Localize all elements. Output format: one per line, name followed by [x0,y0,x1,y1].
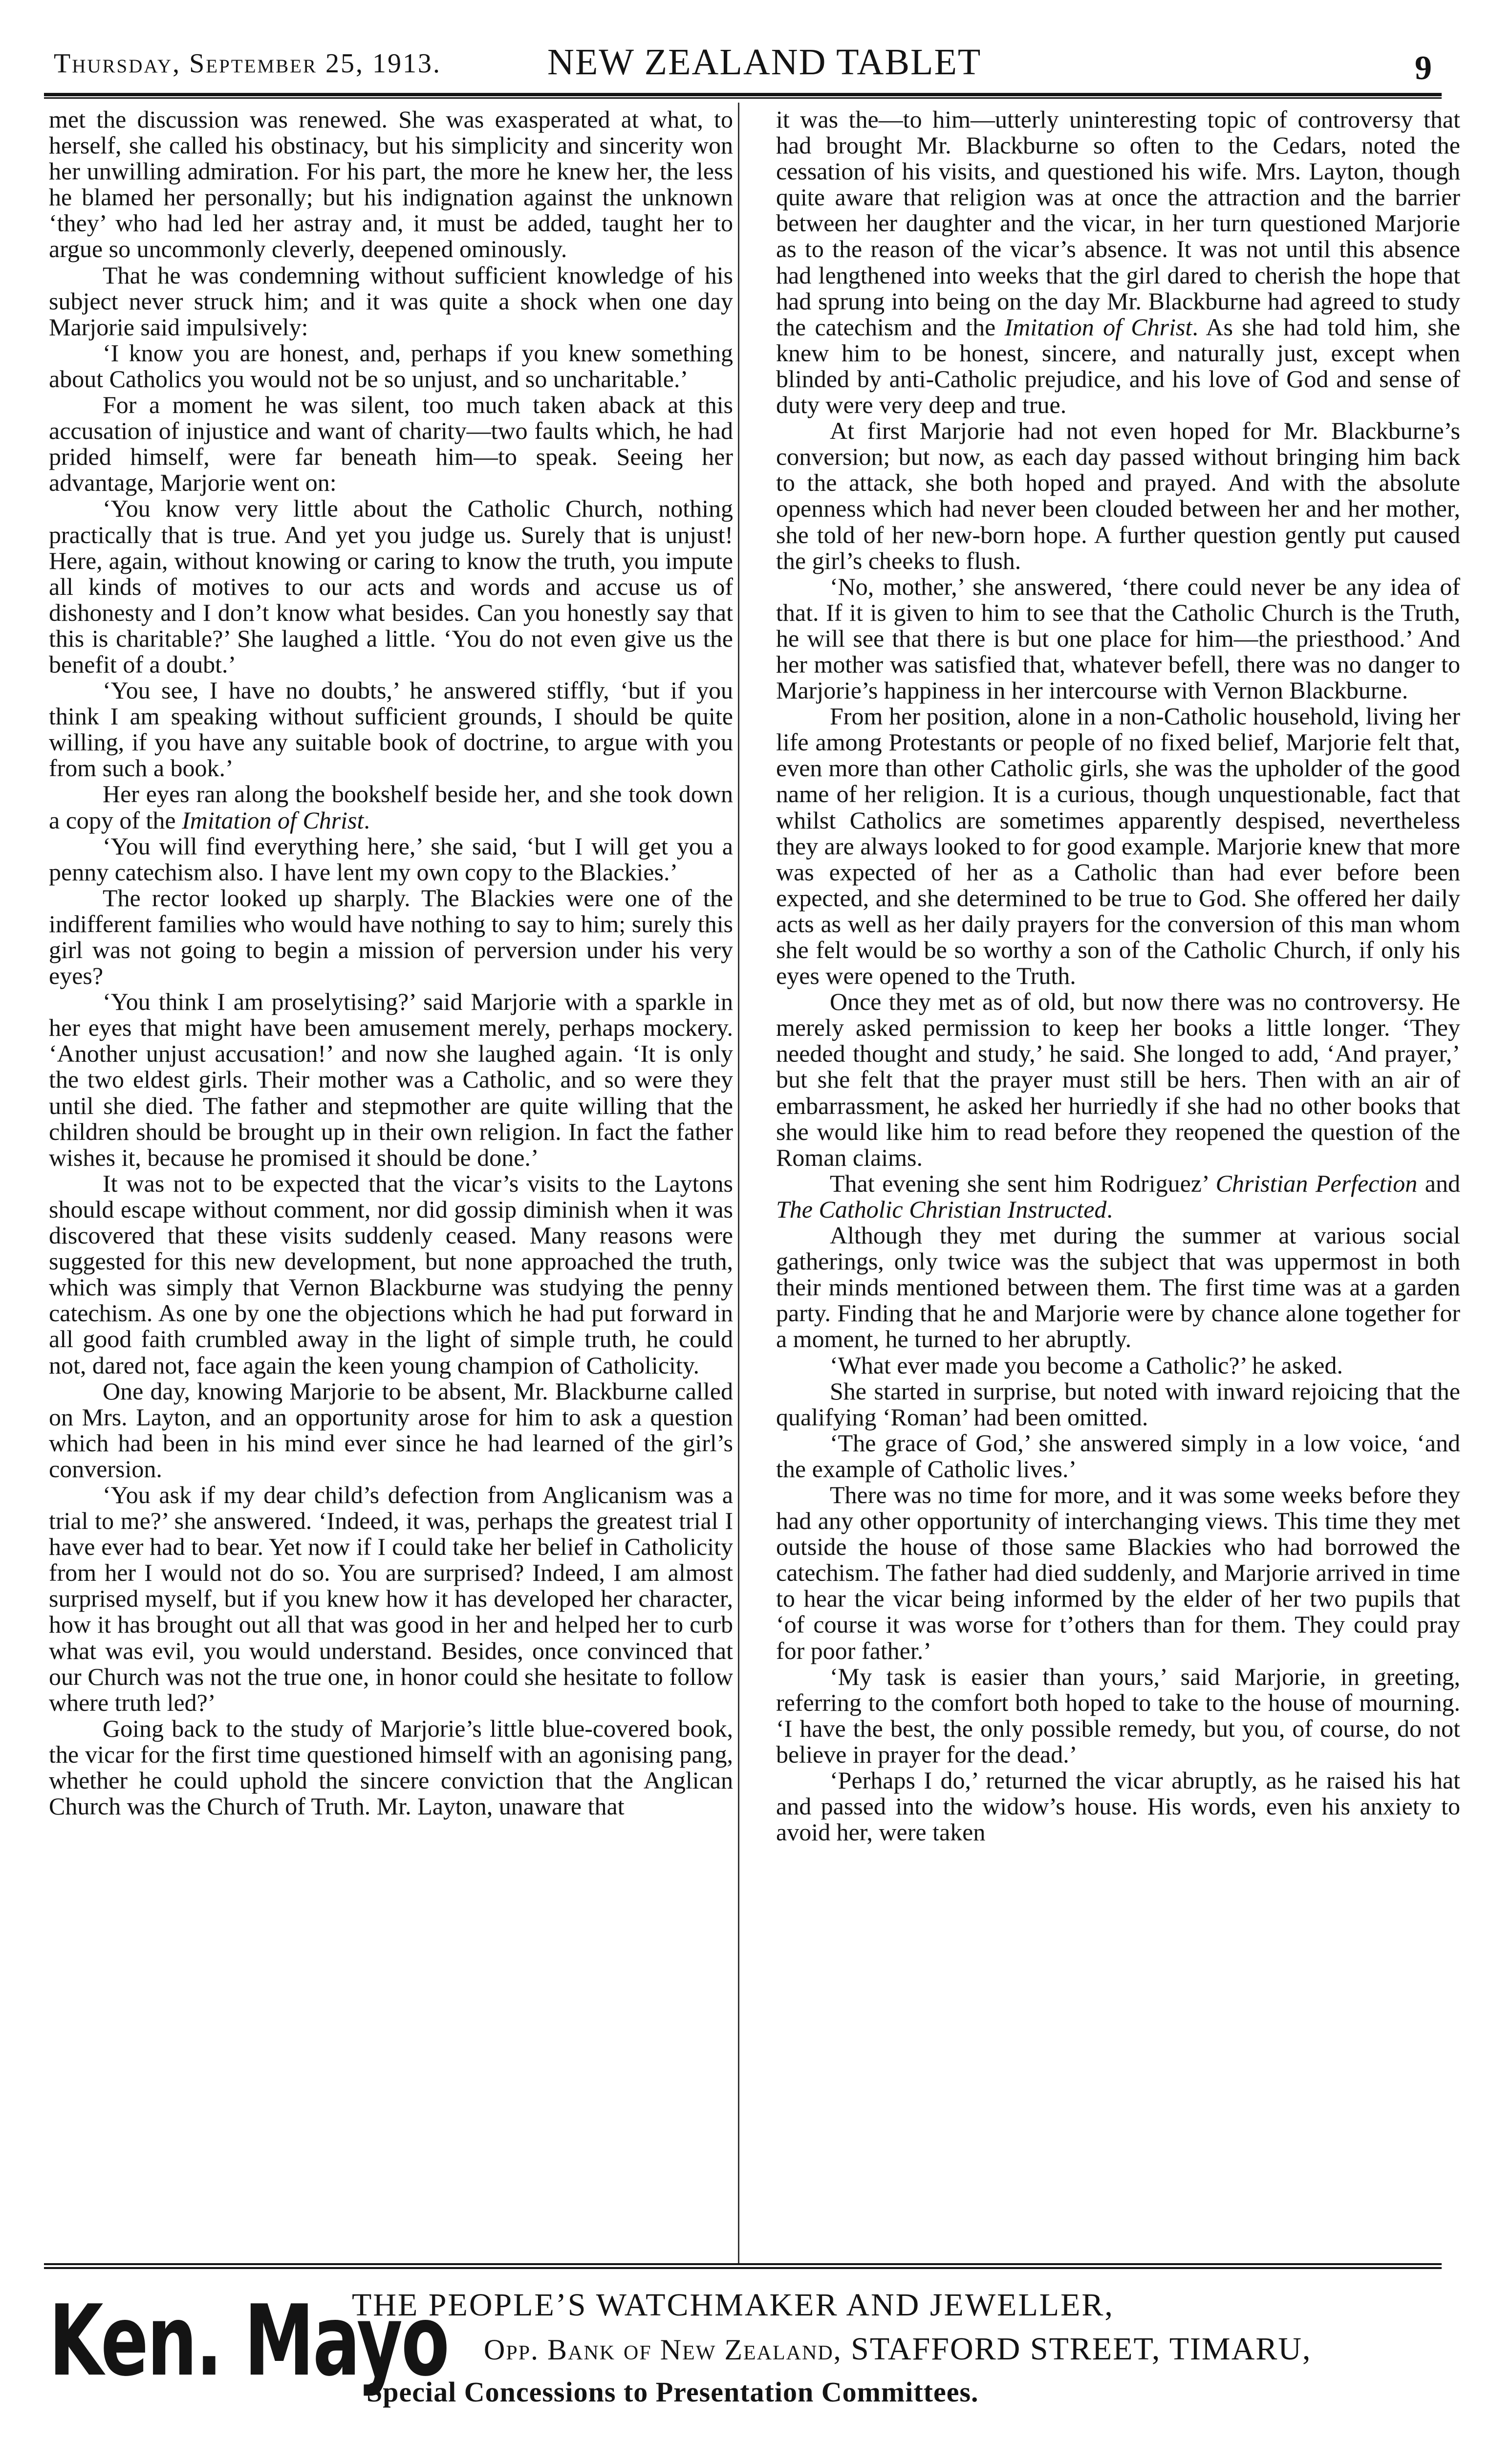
paragraph: ‘My task is easier than yours,’ said Marjorie, in greeting, referring to the comfort both hoped to take to the house of mourning. ‘I have the best, the only possible remedy, but you, of course, do not believe in prayer for the dead.’ [776,1662,1460,1768]
page-header [44,39,1442,93]
ad-address-opposite: Opp. Bank of New Zealand, [484,2334,842,2366]
paragraph: There was no time for more, and it was some weeks before they had any other opportunity of interchanging views. This time they met outside the house of those same Blackies who had borrowed the catechism. The father had died suddenly, and Marjorie arrived in time to hear the vicar being informed by the elder of her two pupils that ‘of course it was worse for t’others than for them. They could pray for poor father.’ [776,1481,1460,1664]
advertiser-logo: Ken. Mayo [49,2284,448,2398]
paragraph: That evening she sent him Rodriguez’ Christian Perfection and The Catholic Christian Instructed. [776,1169,1460,1223]
advertisement [44,2278,1442,2444]
paragraph: That he was condemning without sufficient knowledge of his subject never struck him; and it was quite a shock when one day Marjorie said impulsively: [49,261,733,341]
paragraph: met the discussion was renewed. She was exasperated at what, to herself, she called his obstinacy, but his simplicity and sincerity won her unwilling admiration. For his part, the more he knew her, the less he blamed her personally; but his indignation against the unknown ‘they’ who had led her astray and, it must be added, taught her to argue so uncommonly cleverly, deepened ominously. [49,107,733,263]
paragraph: From her position, alone in a non-Catholic household, living her life among Protestants or people of no fixed belief, Marjorie felt that, even more than other Catholic girls, she was the upholder of the good name of her religion. It is a curious, though unquestionable, fact that whilst Catholics are sometimes apparently despised, nevertheless they are always looked to for good example. Marjorie knew that more was expected of her as a Catholic than had ever before been expected, and she determined to be true to God. She offered her daily acts as well as her daily prayers for the conversion of this man whom she felt would be so worthy a son of the Catholic Church, if only his eyes were opened to the Truth. [776,702,1460,990]
header-rule [44,93,1442,99]
paragraph: ‘Perhaps I do,’ returned the vicar abruptly, as he raised his hat and passed into the widow’s house. His words, even his anxiety to avoid her, were taken [776,1767,1460,1846]
paragraph: One day, knowing Marjorie to be absent, Mr. Blackburne called on Mrs. Layton, and an opportunity arose for him to ask a question which had been in his mind ever since he had learned of the girl’s conversion. [49,1377,733,1483]
paragraph: At first Marjorie had not even hoped for Mr. Blackburne’s conversion; but now, as each day passed without bringing him back to the attack, she both hoped and prayed. And with the absolute openness which had never been clouded between her and her mother, she told of her new-born hope. A further question gently put caused the girl’s cheeks to flush. [776,417,1460,574]
paragraph: ‘You will find everything here,’ she said, ‘but I will get you a penny catechism also. I have lent my own copy to the Blackies.’ [49,832,733,886]
paragraph: ‘You think I am proselytising?’ said Marjorie with a sparkle in her eyes that might have been amusement merely, perhaps mockery. ‘Another unjust accusation!’ and now she laughed again. ‘It is only the two eldest girls. Their mother was a Catholic, and so were they until she died. The father and stepmother are quite willing that the children should be brought up in their own religion. In fact the father wishes it, because he promised it should be done.’ [49,988,733,1171]
page-number: 9 [1415,49,1432,87]
paragraph: ‘I know you are honest, and, perhaps if you knew something about Catholics you would not be so unjust, and so uncharitable.’ [49,339,733,393]
paragraph: It was not to be expected that the vicar’s visits to the Laytons should escape without comment, nor did gossip diminish when it was discovered that these visits suddenly ceased. Many reasons were suggested for this new development, but none approached the truth, which was simply that Vernon Blackburne was studying the penny catechism. As one by one the objections which he had put forward in all good faith crumbled away in the light of simple truth, he could not, dared not, face again the keen young champion of Catholicity. [49,1169,733,1379]
paragraph: ‘You know very little about the Catholic Church, nothing practically that is true. And yet you judge us. Surely that is unjust! Here, again, without knowing or caring to know the truth, you impute all kinds of motives to our acts and words and accuse us of dishonesty and I don’t know what besides. Can you honestly say that this is charitable?’ She laughed a little. ‘You do not even give us the benefit of a doubt.’ [49,495,733,678]
ad-address [484,2331,1312,2368]
left-column [49,107,733,2257]
paragraph: Her eyes ran along the bookshelf beside her, and she took down a copy of the Imitation of Christ. [49,780,733,834]
paragraph: ‘You see, I have no doubts,’ he answered stiffly, ‘but if you think I am speaking without sufficient grounds, I should be quite willing, if you have any suitable book of doctrine, to argue with you from such a book.’ [49,676,733,782]
footer-rule [44,2263,1442,2269]
newspaper-title: NEW ZEALAND TABLET [547,42,982,83]
paragraph: it was the—to him—utterly uninteresting topic of controversy that had brought Mr. Blackburne so often to the Cedars, noted the cessation of his visits, and questioned his wife. Mrs. Layton, though quite aware that religion was at once the attraction and the barrier between her daughter and the vicar, in her turn questioned Marjorie as to the reason of the vicar’s absence. It was not until this absence had lengthened into weeks that the girl dared to cherish the hope that had sprung into being on the day Mr. Blackburne had agreed to study the catechism and the Imitation of Christ. As she had told him, she knew him to be honest, sincere, and naturally just, except when blinded by anti-Catholic prejudice, and his love of God and sense of duty were very deep and true. [776,107,1460,419]
paragraph: Going back to the study of Marjorie’s little blue-covered book, the vicar for the first time questioned himself with an agonising pang, whether he could uphold the sincere conviction that the Anglican Church was the Church of Truth. Mr. Layton, unaware that [49,1714,733,1820]
paragraph: The rector looked up sharply. The Blackies were one of the indifferent families who would have nothing to say to him; surely this girl was not going to begin a mission of perversion under his very eyes? [49,884,733,990]
paragraph: Once they met as of old, but now there was no controversy. He merely asked permission to keep her books a little longer. ‘They needed thought and study,’ he said. She longed to add, ‘And prayer,’ but she felt that the prayer must still be hers. Then with an air of embarrassment, he asked her hurriedly if she had no other books that she would like him to read before they reopened the question of the Roman claims. [776,988,1460,1171]
ad-headline: THE PEOPLE’S WATCHMAKER AND JEWELLER, [352,2287,1114,2323]
paragraph: ‘You ask if my dear child’s defection from Anglicanism was a trial to me?’ she answered. ‘Indeed, it was, perhaps the greatest trial I have ever had to bear. Yet now if I could take her belief in Catholicity from her I would not do so. You are surprised? Indeed, I am almost surprised myself, but if you knew how it has developed her character, how it has brought out all that was good in her and helped her to curb what was evil, you would understand. Besides, once convinced that our Church was not the true one, in honor could she hesitate to follow where truth led?’ [49,1481,733,1716]
paragraph: She started in surprise, but noted with inward rejoicing that the qualifying ‘Roman’ had been omitted. [776,1377,1460,1431]
paragraph: For a moment he was silent, too much taken aback at this accusation of injustice and want of charity—two faults which, he had prided himself, were far beneath him—to speak. Seeing her advantage, Marjorie went on: [49,391,733,497]
paragraph: ‘What ever made you become a Catholic?’ he asked. [830,1351,1343,1379]
paragraph: Although they met during the summer at various social gatherings, only twice was the subject that was uppermost in both their minds mentioned between them. The first time was at a garden party. Finding that he and Marjorie were by chance alone together for a moment, he turned to her abruptly. [776,1222,1460,1353]
paragraph: ‘No, mother,’ she answered, ‘there could never be any idea of that. If it is given to him to see that the Catholic Church is the Truth, he will see that there is but one place for him—the priesthood.’ And her mother was satisfied that, whatever befell, there was no danger to Marjorie’s happiness in her intercourse with Vernon Blackburne. [776,572,1460,704]
column-divider [738,103,739,2263]
ad-address-street: STAFFORD STREET, TIMARU, [851,2331,1312,2367]
issue-date: Thursday, September 25, 1913. [54,48,441,79]
paragraph: ‘The grace of God,’ she answered simply in a low voice, ‘and the example of Catholic lives.’ [776,1429,1460,1483]
right-column [776,107,1460,2257]
ad-tagline: Special Concessions to Presentation Committees. [367,2376,979,2408]
